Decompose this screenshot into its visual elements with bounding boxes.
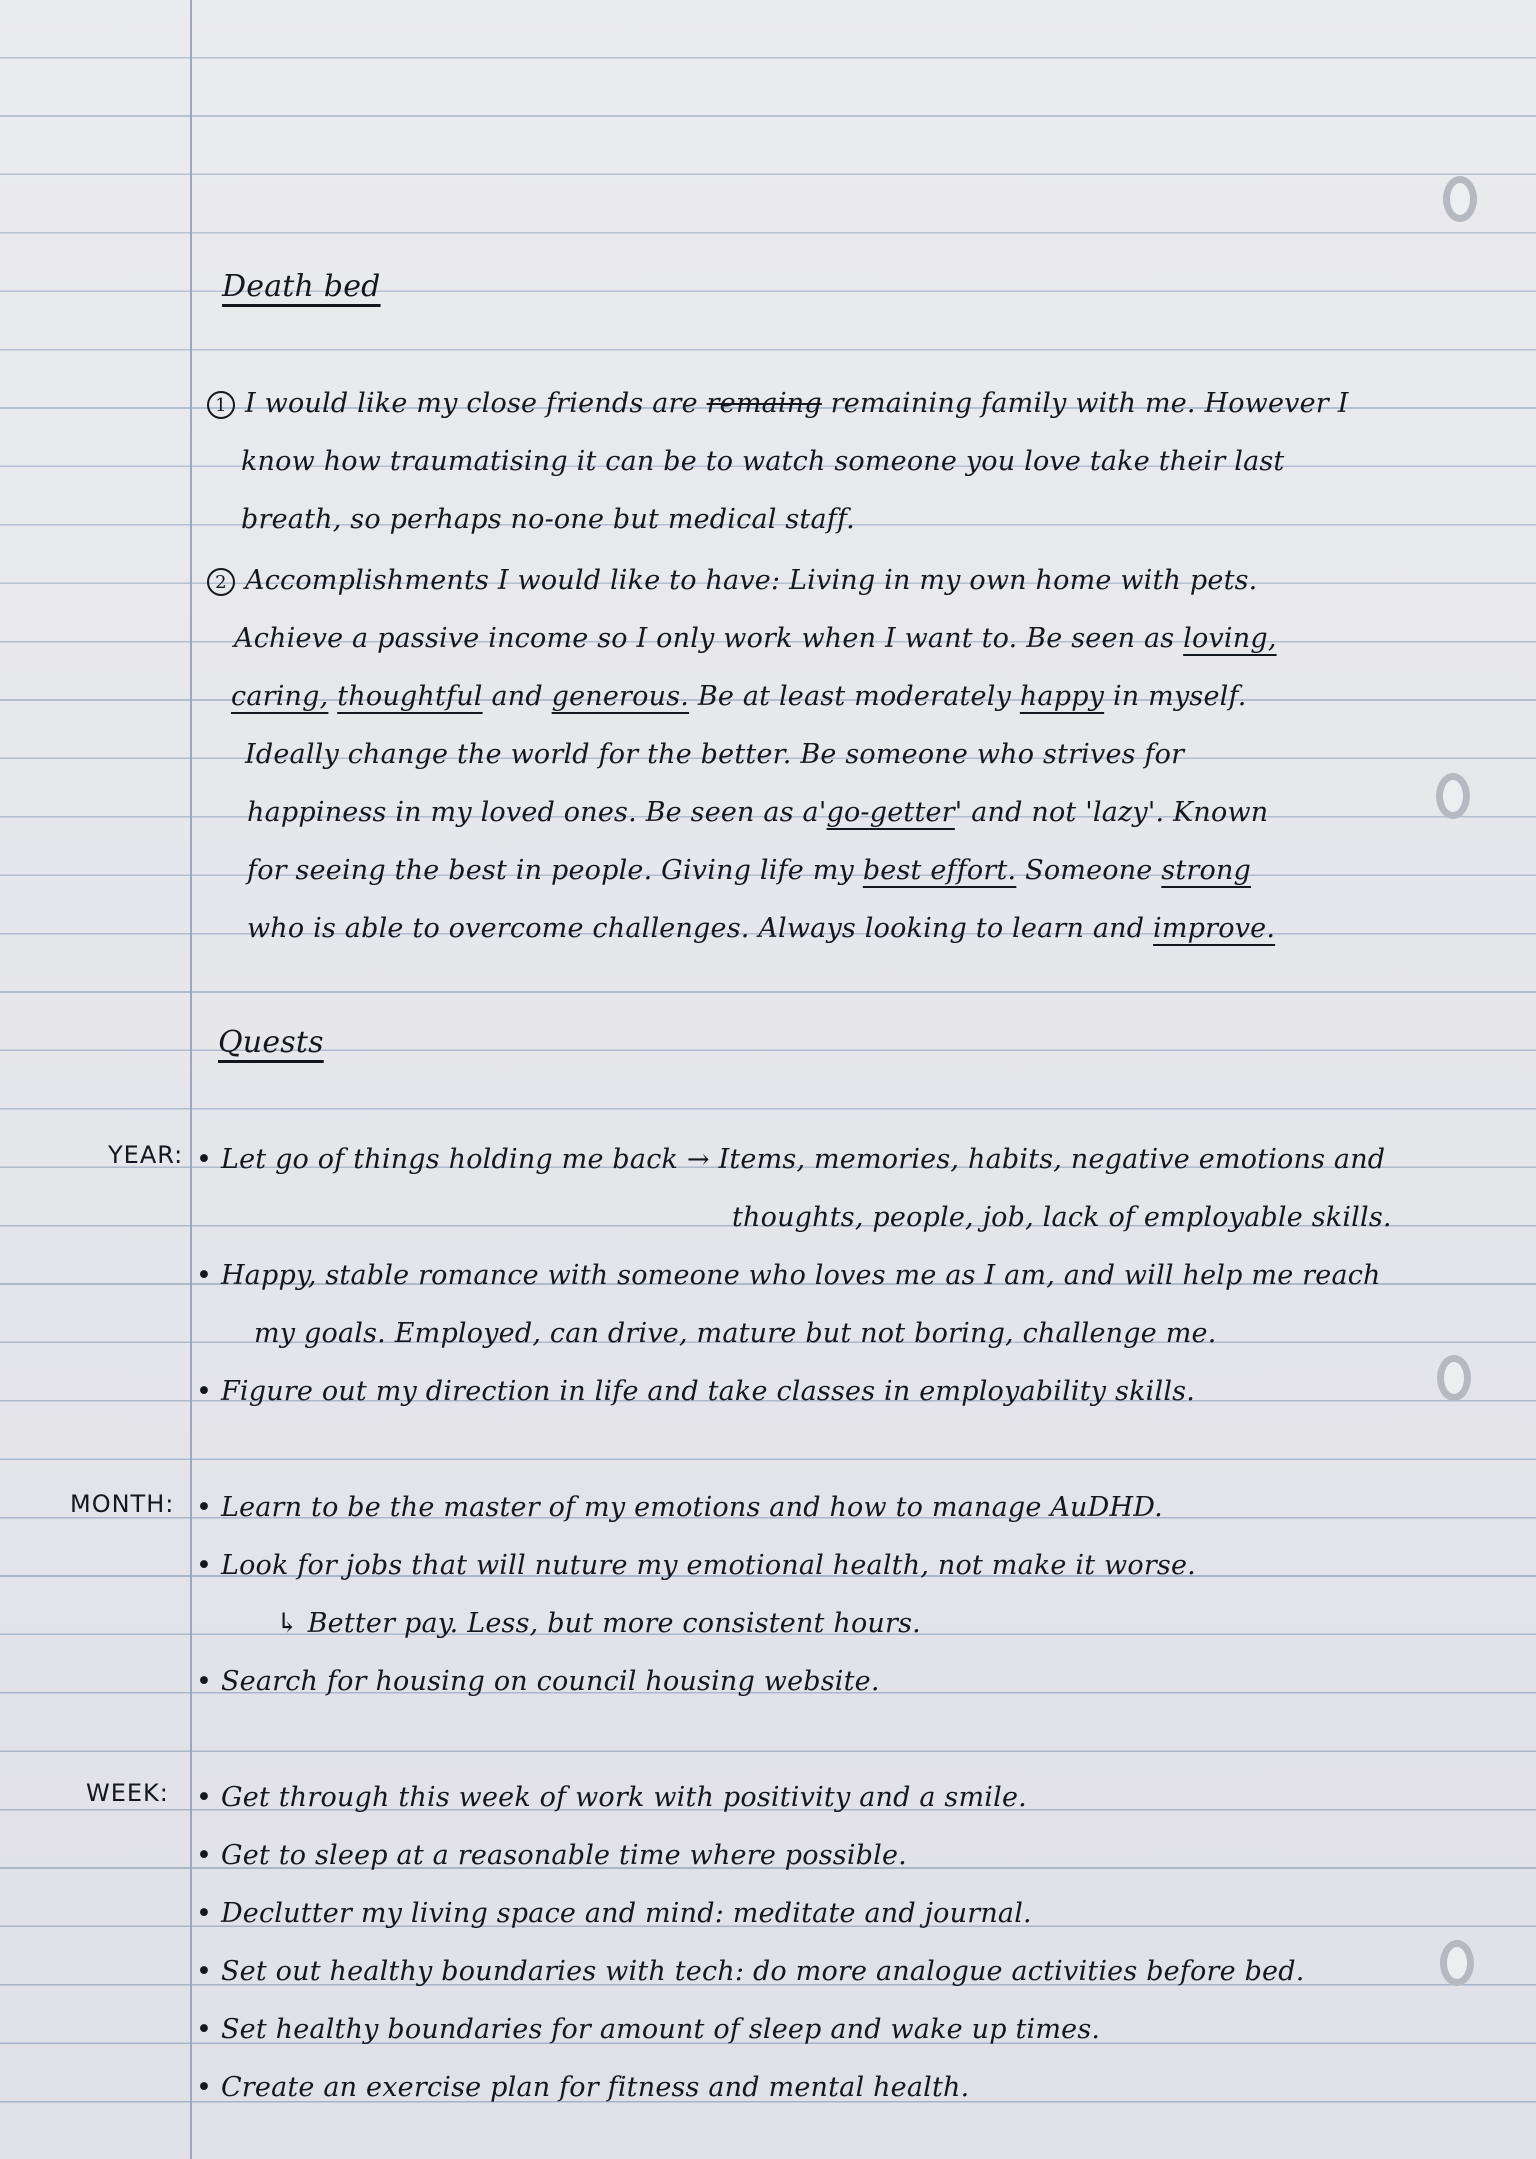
- label-week: WEEK:: [86, 1779, 169, 1807]
- week-bullet-5: [196, 2001, 1100, 2059]
- week-item-6: Create an exercise plan for fitness and mental health.: [220, 2072, 970, 2103]
- item1-line1-text-b: remaining family with me. However I: [830, 388, 1349, 419]
- item2-line6: [247, 842, 1251, 900]
- item2-word-go-getter: go-getter: [826, 797, 955, 828]
- month-bullet-3: [196, 1653, 880, 1711]
- item2-line3-text-c: in myself.: [1112, 681, 1247, 712]
- bullet-dot: •: [196, 1840, 213, 1871]
- item2-line6-text-a: for seeing the best in people. Giving life my: [247, 855, 855, 886]
- bullet-dot: •: [196, 1144, 213, 1175]
- item2-line3: [231, 668, 1246, 726]
- punch-hole-3: [1437, 1355, 1471, 1401]
- year-bullet-2: [196, 1247, 1381, 1305]
- item1-line1: [207, 375, 1349, 433]
- item2-word-loving: loving,: [1183, 623, 1277, 654]
- month-item-1: Learn to be the master of my emotions and how to manage AuDHD.: [220, 1492, 1163, 1523]
- item2-line7: [247, 900, 1275, 958]
- bullet-dot: •: [196, 1492, 213, 1523]
- item2-line5-text-b: ' and not 'lazy'. Known: [954, 797, 1269, 828]
- month-item-2: Look for jobs that will nuture my emotional health, not make it worse.: [220, 1550, 1196, 1581]
- item2-line1-text: Accomplishments I would like to have: Living in my own home with pets.: [245, 565, 1258, 596]
- week-bullet-2: [196, 1827, 907, 1885]
- item2-word-best-effort: best effort.: [862, 855, 1017, 886]
- bullet-dot: •: [196, 1550, 213, 1581]
- item2-line5: [247, 784, 1268, 842]
- item2-line6-text-b: Someone: [1025, 855, 1153, 886]
- year-item-3: Figure out my direction in life and take classes in employability skills.: [220, 1376, 1195, 1407]
- item2-word-thoughtful: thoughtful: [337, 681, 483, 712]
- punch-hole-1: [1443, 176, 1477, 222]
- bullet-dot: •: [196, 2072, 213, 2103]
- item2-line2-text: Achieve a passive income so I only work when I want to. Be seen as: [234, 623, 1175, 654]
- item2-line5-text-a: happiness in my loved ones. Be seen as a': [247, 797, 827, 828]
- item2-line1: [207, 552, 1257, 610]
- punch-hole-4: [1440, 1940, 1474, 1986]
- item2-line2: [234, 610, 1277, 668]
- week-bullet-3: [196, 1885, 1032, 1943]
- week-item-1: Get through this week of work with positivity and a smile.: [220, 1782, 1027, 1813]
- item2-word-happy: happy: [1019, 681, 1105, 712]
- year-bullet-1: [196, 1131, 1385, 1189]
- month-item-3: Search for housing on council housing website.: [220, 1666, 880, 1697]
- margin-line: [190, 0, 192, 2159]
- heading-death-bed: Death bed: [222, 269, 381, 304]
- bullet-dot: •: [196, 2014, 213, 2045]
- item2-word-caring: caring,: [231, 681, 329, 712]
- year-item-1-line2: thoughts, people, job, lack of employable skills.: [732, 1202, 1392, 1233]
- heading-quests: Quests: [218, 1025, 324, 1060]
- item2-number: 2: [207, 568, 235, 596]
- week-bullet-1: [196, 1769, 1027, 1827]
- item2-line4: Ideally change the world for the better. Be someone who strives for: [245, 739, 1185, 770]
- item1-line3: breath, so perhaps no-one but medical staff.: [241, 504, 855, 535]
- item1-line2: know how traumatising it can be to watch someone you love take their last: [241, 446, 1285, 477]
- bullet-dot: •: [196, 1782, 213, 1813]
- week-item-3: Declutter my living space and mind: meditate and journal.: [220, 1898, 1032, 1929]
- item2-word-and: and: [491, 681, 543, 712]
- item2-word-improve: improve.: [1153, 913, 1276, 944]
- week-item-4: Set out healthy boundaries with tech: do more analogue activities before bed.: [220, 1956, 1305, 1987]
- item2-word-generous: generous.: [551, 681, 690, 712]
- month-bullet-2: [196, 1537, 1196, 1595]
- item1-line1-text-a: I would like my close friends are: [245, 388, 698, 419]
- bullet-dot: •: [196, 1260, 213, 1291]
- item2-line3-text-b: Be at least moderately: [697, 681, 1012, 712]
- week-bullet-4: [196, 1943, 1305, 2001]
- item1-number: 1: [207, 391, 235, 419]
- month-bullet-1: [196, 1479, 1163, 1537]
- bullet-dot: •: [196, 1666, 213, 1697]
- week-item-5: Set healthy boundaries for amount of sleep and wake up times.: [220, 2014, 1101, 2045]
- week-item-2: Get to sleep at a reasonable time where possible.: [220, 1840, 907, 1871]
- item1-struck-word: remaing: [706, 388, 822, 419]
- month-item-2-sub: ↳ Better pay. Less, but more consistent hours.: [276, 1608, 921, 1639]
- year-item-2-line2: my goals. Employed, can drive, mature but not boring, challenge me.: [254, 1318, 1217, 1349]
- bullet-dot: •: [196, 1898, 213, 1929]
- week-bullet-6: [196, 2059, 969, 2117]
- year-item-2-line1: Happy, stable romance with someone who loves me as I am, and will help me reach: [220, 1260, 1381, 1291]
- item2-word-strong: strong: [1161, 855, 1252, 886]
- bullet-dot: •: [196, 1956, 213, 1987]
- year-bullet-3: [196, 1363, 1195, 1421]
- item2-line7-text: who is able to overcome challenges. Always looking to learn and: [247, 913, 1145, 944]
- label-month: MONTH:: [70, 1490, 175, 1518]
- label-year: YEAR:: [108, 1141, 184, 1169]
- year-item-1-line1: Let go of things holding me back → Items, memories, habits, negative emotions and: [220, 1144, 1386, 1175]
- bullet-dot: •: [196, 1376, 213, 1407]
- punch-hole-2: [1436, 773, 1470, 819]
